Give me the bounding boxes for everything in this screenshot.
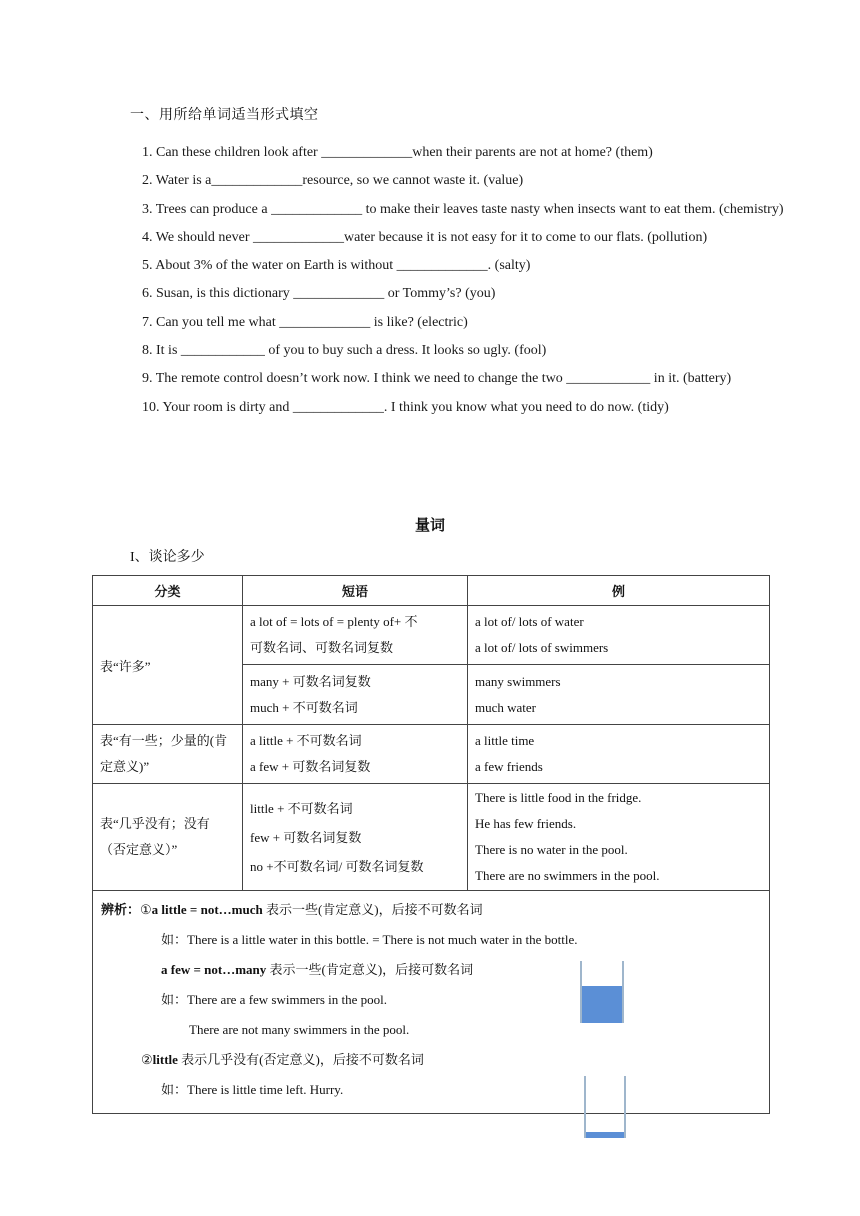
note-1	[101, 895, 761, 925]
phrase-cell	[243, 606, 468, 665]
phrase-line: a little + 不可数名词	[250, 733, 362, 748]
example-cell	[468, 606, 770, 665]
note-example: 如：There is little time left. Hurry.	[161, 1082, 344, 1097]
example-line: He has few friends.	[475, 816, 577, 831]
example-line: There is little food in the fridge.	[475, 790, 642, 805]
note-example: There are not many swimmers in the pool.	[189, 1022, 410, 1037]
header-phrase: 短语	[243, 576, 468, 606]
phrase-line: a lot of = lots of = plenty of+ 不	[250, 614, 418, 629]
phrase-cell	[243, 665, 468, 725]
example-line: There are no swimmers in the pool.	[475, 868, 660, 883]
header-category: 分类	[93, 576, 243, 606]
phrase-line: many + 可数名词复数	[250, 673, 371, 689]
page-title: 量词	[414, 518, 445, 534]
exercise-item: 9. The remote control doesn’t work now. I think we need to change the two ____________ in it. (battery)	[142, 371, 732, 386]
example-line: There is no water in the pool.	[475, 842, 628, 857]
exercise-item: 8. It is ____________ of you to buy such a dress. It looks so ugly. (fool)	[142, 343, 547, 358]
example-line: a lot of/ lots of water	[475, 614, 584, 629]
note-text: 表示一些(肯定意义)，后接不可数名词	[262, 902, 483, 917]
subheading: I、谈论多少	[130, 550, 205, 565]
phrase-line: few + 可数名词复数	[250, 829, 362, 845]
exercise-item: 3. Trees can produce a _____________ to make their leaves taste nasty when insects want to eat them. (chemistry)	[142, 202, 784, 217]
note-example: 如：There are a few swimmers in the pool.	[161, 992, 387, 1007]
section-heading: 一、用所给单词适当形式填空	[130, 108, 319, 123]
phrase-line: 可数名词、可数名词复数	[250, 640, 394, 655]
example-line: a little time	[475, 733, 535, 748]
note-2	[101, 955, 761, 985]
water-fill	[586, 1132, 624, 1138]
phrase-line: a few + 可数名词复数	[250, 759, 371, 774]
phrase-line: no +不可数名词/ 可数名词复数	[250, 858, 424, 874]
example-cell	[468, 725, 770, 784]
exercise-item: 10. Your room is dirty and _____________. I think you know what you need to do now. (tidy)	[142, 400, 669, 415]
example-cell	[468, 665, 770, 725]
exercise-item: 2. Water is a_____________resource, so we cannot waste it. (value)	[142, 173, 524, 188]
table-row	[93, 725, 770, 784]
circled-number-2: ②	[141, 1052, 153, 1067]
water-fill	[582, 986, 622, 1023]
note-3	[101, 1045, 761, 1075]
exercise-item: 4. We should never _____________water because it is not easy for it to come to our flats. (pollution)	[142, 230, 708, 245]
note-text: 表示一些(肯定意义)，后接可数名词	[266, 962, 474, 977]
water-glass-illustration	[580, 961, 624, 1023]
example-line: a lot of/ lots of swimmers	[475, 640, 609, 655]
note-key-phrase: little	[152, 1052, 178, 1067]
exercise-item: 7. Can you tell me what _____________ is like? (electric)	[142, 315, 468, 330]
quantifier-table	[92, 575, 770, 1114]
note-key-phrase: a few = not…many	[161, 962, 267, 977]
category-many: 表“许多”	[93, 606, 243, 725]
category-some: 表“有一些；少量的(肯定意义)”	[93, 725, 243, 784]
exercise-item: 5. About 3% of the water on Earth is without _____________. (salty)	[142, 258, 531, 273]
example-cell	[468, 784, 770, 891]
exercise-item: 6. Susan, is this dictionary _____________ or Tommy’s? (you)	[142, 286, 496, 301]
circled-number-1: ①	[140, 902, 152, 917]
example-line: a few friends	[475, 759, 543, 774]
note-text: 表示几乎没有(否定意义)，后接不可数名词	[177, 1052, 424, 1067]
notes-row	[93, 891, 770, 1114]
notes-cell	[93, 891, 770, 1114]
note-example: 如：There is a little water in this bottle. = There is not much water in the bottle.	[161, 932, 578, 947]
example-line: much water	[475, 699, 537, 715]
phrase-cell	[243, 784, 468, 891]
category-none: 表“几乎没有；没有（否定意义）”	[93, 784, 243, 891]
water-glass-illustration	[584, 1076, 626, 1138]
example-line: many swimmers	[475, 673, 561, 689]
table-row	[93, 606, 770, 665]
exercise-item: 1. Can these children look after _____________when their parents are not at home? (them)	[142, 145, 653, 160]
phrase-line: much + 不可数名词	[250, 699, 358, 715]
notes-label: 辨析：	[101, 902, 141, 917]
note-key-phrase: a little = not…much	[151, 902, 263, 917]
phrase-line: little + 不可数名词	[250, 800, 353, 816]
header-example: 例	[468, 576, 770, 606]
phrase-cell	[243, 725, 468, 784]
table-row	[93, 784, 770, 891]
table-header-row	[93, 576, 770, 606]
